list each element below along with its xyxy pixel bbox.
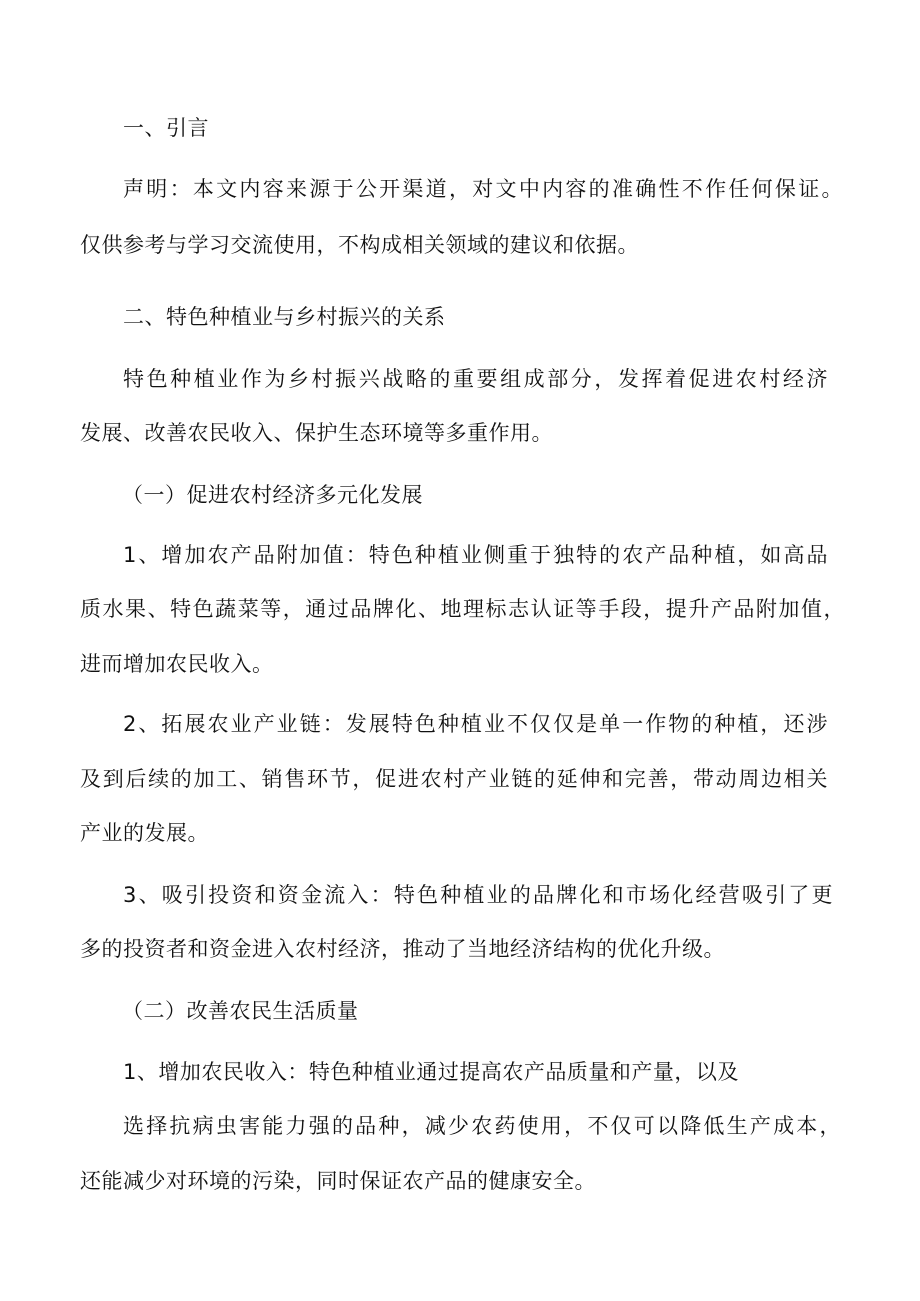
intro-line-2: 发展、改善农民收入、保护生态环境等多重作用。 <box>80 421 553 445</box>
item-1-line-2: 质水果、特色蔬菜等，通过品牌化、地理标志认证等手段，提升产品附加值， <box>80 597 845 621</box>
item-4-line-1: 1、增加农民收入：特色种植业通过提高农产品质量和产量，以及 <box>123 1060 739 1084</box>
disclaimer-line-2: 仅供参考与学习交流使用，不构成相关领域的建议和依据。 <box>80 233 639 257</box>
item-2-line-3: 产业的发展。 <box>80 821 209 845</box>
intro-line-1: 特色种植业作为乡村振兴战略的重要组成部分，发挥着促进农村经济 <box>123 367 828 391</box>
item-2-line-1: 2、拓展农业产业链：发展特色种植业不仅仅是单一作物的种植，还涉 <box>123 712 828 736</box>
item-1-line-1: 1、增加农产品附加值：特色种植业侧重于独特的农产品种植，如高品 <box>123 543 828 567</box>
disclaimer-line-1: 声明：本文内容来源于公开渠道，对文中内容的准确性不作任何保证。 <box>123 177 843 201</box>
subsection-heading-quality: （二）改善农民生活质量 <box>122 999 359 1023</box>
section-heading-introduction: 一、引言 <box>123 116 209 140</box>
item-4-line-3: 还能减少对环境的污染，同时保证农产品的健康安全。 <box>80 1169 596 1193</box>
section-heading-relationship: 二、特色种植业与乡村振兴的关系 <box>123 305 446 329</box>
item-3-line-1: 3、吸引投资和资金流入：特色种植业的品牌化和市场化经营吸引了更 <box>123 883 833 907</box>
subsection-heading-economy: （一）促进农村经济多元化发展 <box>122 483 423 507</box>
item-1-line-3: 进而增加农民收入。 <box>80 652 274 676</box>
item-2-line-2: 及到后续的加工、销售环节，促进农村产业链的延伸和完善，带动周边相关 <box>80 767 828 791</box>
item-3-line-2: 多的投资者和资金进入农村经济，推动了当地经济结构的优化升级。 <box>80 937 725 961</box>
item-4-line-2: 选择抗病虫害能力强的品种，减少农药使用，不仅可以降低生产成本， <box>123 1114 841 1138</box>
